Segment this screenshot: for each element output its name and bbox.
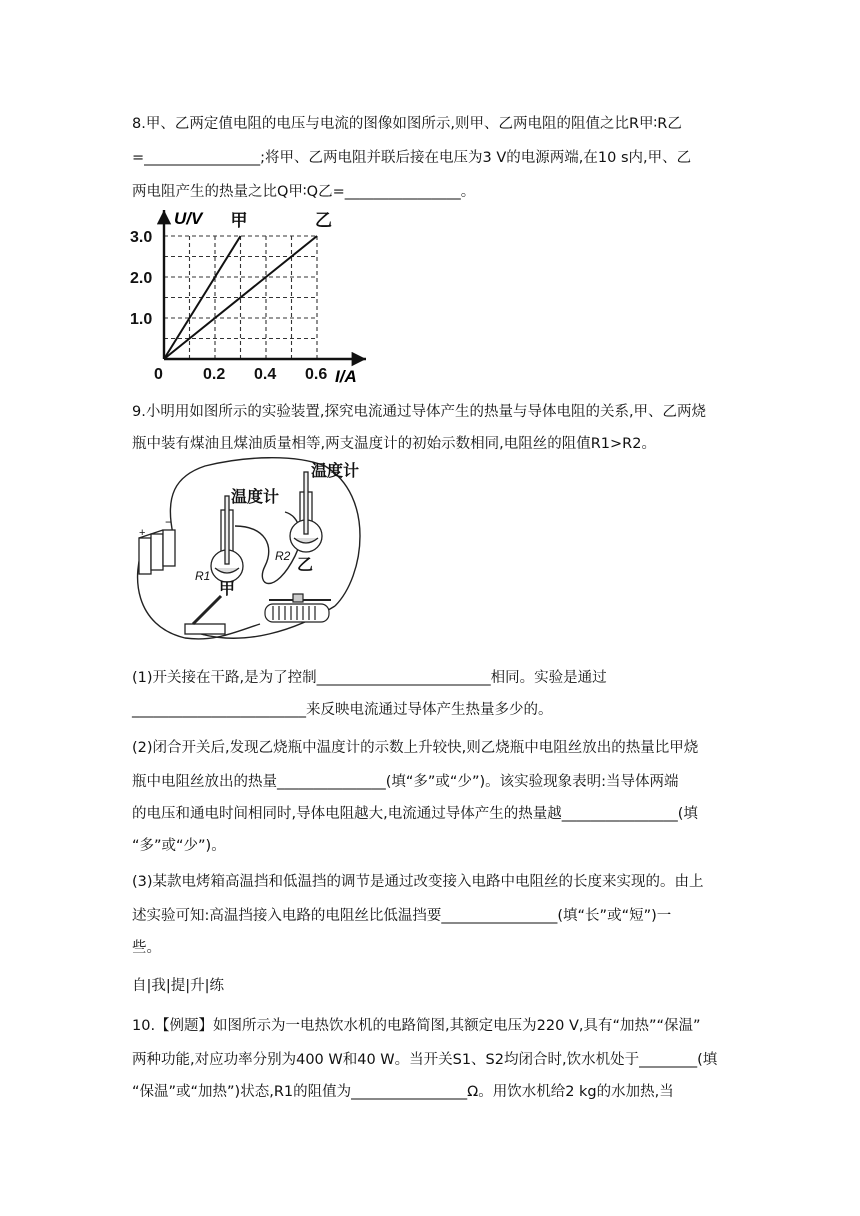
q9-s2-line-3: 的电压和通电时间相同时,导体电阻越大,电流通过导体产生的热量越________________(填	[132, 806, 698, 822]
label-jia: 甲	[219, 581, 236, 598]
x-tick-label: 0	[154, 366, 163, 383]
label-r2: R2	[275, 549, 291, 563]
series-label-jia: 甲	[230, 211, 248, 230]
x-axis-label: I/A	[335, 367, 357, 386]
q9-s1-line-2: ________________________来反映电流通过导体产生热量多少的。	[132, 702, 553, 718]
q8-line-1: 8.甲、乙两定值电阻的电压与电流的图像如图所示,则甲、乙两电阻的阻值之比R甲∶R乙	[132, 116, 682, 132]
u-i-chart	[128, 200, 378, 390]
label-r1: R1	[195, 569, 211, 583]
q8-line-3: 两电阻产生的热量之比Q甲∶Q乙=________________。	[132, 184, 476, 200]
flask-yi	[290, 472, 322, 552]
wire-middle	[235, 512, 300, 584]
q9-s3-line-3: 些。	[132, 940, 161, 956]
section-title: 自|我|提|升|练	[132, 978, 225, 994]
label-yi: 乙	[297, 557, 314, 574]
q10-line-1: 10.【例题】如图所示为一电热饮水机的电路简图,其额定电压为220 V,具有“加热”“保温”	[132, 1018, 701, 1034]
q9-s3-line-2: 述实验可知:高温挡接入电路的电阻丝比低温挡要________________(填“长”或“短”)一	[132, 908, 672, 924]
label-thermometer-a: 温度计	[231, 489, 280, 506]
q8-line-2: =________________;将甲、乙两电阻并联后接在电压为3 V的电源两端,在10 s内,甲、乙	[132, 150, 692, 166]
q9-intro-2: 瓶中装有煤油且煤油质量相等,两支温度计的初始示数相同,电阻丝的阻值R1>R2。	[132, 436, 656, 452]
q10-line-2: 两种功能,对应功率分别为400 W和40 W。当开关S1、S2均闭合时,饮水机处于________(填	[132, 1052, 718, 1068]
q9-s3-line-1: (3)某款电烤箱高温挡和低温挡的调节是通过改变接入电路中电阻丝的长度来实现的。由上	[132, 874, 704, 890]
q9-s2-line-2: 瓶中电阻丝放出的热量_______________(填“多”或“少”)。该实验现象表明:当导体两端	[132, 774, 679, 790]
svg-text:+: +	[139, 527, 146, 539]
q9-s2-line-1: (2)闭合开关后,发现乙烧瓶中温度计的示数上升较快,则乙烧瓶中电阻丝放出的热量比甲烧	[132, 740, 699, 756]
x-tick-label: 0.4	[254, 366, 277, 383]
flask-jia	[211, 496, 243, 582]
y-tick-label: 1.0	[130, 311, 153, 328]
y-axis-label: U/V	[174, 209, 203, 228]
series-label-yi: 乙	[315, 211, 332, 230]
q10-line-3: “保温”或“加热”)状态,R1的阻值为________________Ω。用饮水机给2 kg的水加热,当	[132, 1084, 674, 1100]
switch	[185, 596, 225, 634]
y-tick-label: 2.0	[130, 270, 153, 287]
q9-s2-line-4: “多”或“少”)。	[132, 838, 226, 854]
x-tick-label: 0.2	[203, 366, 226, 383]
y-tick-label: 3.0	[130, 229, 153, 246]
label-thermometer-b: 温度计	[311, 463, 360, 480]
battery	[139, 515, 175, 574]
x-tick-label: 0.6	[305, 366, 328, 383]
q9-intro-1: 9.小明用如图所示的实验装置,探究电流通过导体产生的热量与导体电阻的关系,甲、乙两烧	[132, 404, 707, 420]
apparatus-diagram	[125, 456, 375, 646]
svg-text:−: −	[165, 515, 173, 529]
rheostat	[265, 594, 331, 622]
q9-s1-line-1: (1)开关接在干路,是为了控制________________________相同。实验是通过	[132, 670, 607, 686]
